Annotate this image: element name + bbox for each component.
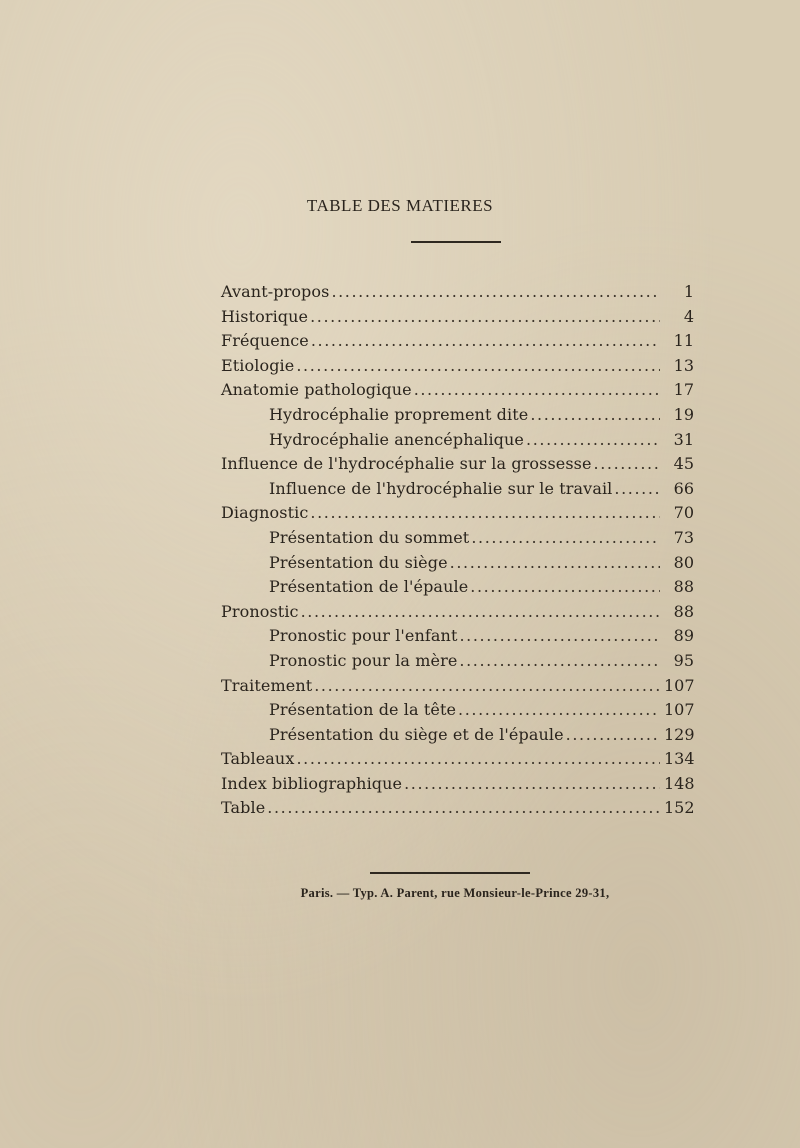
toc-entry-page: 88 — [673, 601, 694, 621]
toc-entry — [221, 477, 694, 502]
toc-entry-page: 129 — [664, 724, 695, 744]
table-of-contents — [221, 280, 694, 821]
toc-entry — [221, 649, 694, 674]
toc-entry — [221, 624, 694, 649]
toc-dot-leader — [414, 378, 660, 403]
toc-entry-label: Traitement — [221, 675, 313, 695]
toc-dot-leader — [594, 452, 660, 477]
toc-entry-label: Table — [221, 798, 266, 818]
toc-dot-leader — [331, 280, 660, 305]
toc-entry-page: 19 — [673, 404, 694, 424]
toc-entry — [221, 747, 694, 772]
toc-entry — [221, 403, 694, 428]
toc-entry-page: 70 — [673, 503, 694, 523]
toc-dot-leader — [314, 674, 660, 699]
toc-entry-label: Influence de l'hydrocéphalie sur le travail — [269, 478, 613, 498]
toc-dot-leader — [459, 649, 660, 674]
toc-dot-leader — [530, 403, 660, 428]
toc-entry — [221, 723, 694, 748]
toc-entry-label: Hydrocéphalie proprement dite — [269, 404, 529, 424]
toc-entry-label: Historique — [221, 306, 309, 326]
toc-dot-leader — [614, 477, 660, 502]
toc-entry-page: 66 — [673, 478, 694, 498]
toc-dot-leader — [310, 305, 660, 330]
toc-entry-label: Pronostic pour l'enfant — [269, 626, 458, 646]
toc-entry — [221, 772, 694, 797]
toc-entry-label: Anatomie pathologique — [221, 380, 412, 400]
toc-entry-label: Avant-propos — [221, 282, 330, 301]
toc-entry-page: 88 — [673, 577, 694, 597]
toc-entry-page: 4 — [683, 306, 694, 326]
toc-entry-page: 89 — [673, 626, 694, 646]
toc-entry-page: 17 — [673, 380, 694, 400]
toc-dot-leader — [566, 723, 660, 748]
toc-entry — [221, 501, 694, 526]
toc-entry-page: 13 — [673, 355, 694, 375]
toc-dot-leader — [404, 772, 660, 797]
toc-entry-label: Présentation du siège — [269, 552, 448, 572]
toc-dot-leader — [310, 501, 660, 526]
toc-entry — [221, 526, 694, 551]
toc-entry — [221, 428, 694, 453]
toc-entry-label: Index bibliographique — [221, 773, 403, 793]
toc-entry-label: Etiologie — [221, 355, 295, 375]
toc-entry-label: Tableaux — [221, 749, 295, 769]
toc-entry — [221, 354, 694, 379]
toc-dot-leader — [470, 575, 660, 600]
toc-entry-page: 134 — [664, 749, 695, 769]
footer-divider — [370, 872, 530, 874]
toc-entry-page: 45 — [673, 454, 694, 474]
toc-entry-label: Fréquence — [221, 331, 309, 351]
toc-dot-leader — [526, 428, 660, 453]
toc-entry-label: Présentation de l'épaule — [269, 577, 469, 597]
toc-entry-label: Influence de l'hydrocéphalie sur la grossesse — [221, 454, 592, 474]
toc-entry-label: Présentation de la tête — [269, 700, 457, 720]
toc-dot-leader — [267, 796, 660, 821]
toc-entry-page: 148 — [664, 773, 695, 793]
toc-entry-label: Pronostic — [221, 601, 299, 621]
toc-dot-leader — [311, 329, 660, 354]
toc-entry-label: Diagnostic — [221, 503, 309, 523]
toc-entry — [221, 280, 694, 305]
printer-colophon: Paris. — Typ. A. Parent, rue Monsieur-le-Prince 29-31, — [300, 886, 610, 900]
toc-entry-page: 31 — [673, 429, 694, 449]
toc-entry-page: 95 — [673, 650, 694, 670]
page-title: TABLE DES MATIERES — [306, 196, 494, 215]
title-divider — [411, 241, 501, 243]
toc-entry-page: 11 — [673, 331, 694, 351]
toc-entry-page: 73 — [673, 527, 694, 547]
toc-entry — [221, 600, 694, 625]
toc-dot-leader — [296, 747, 660, 772]
toc-entry-page: 107 — [664, 675, 695, 695]
toc-dot-leader — [460, 624, 661, 649]
toc-entry-page: 80 — [673, 552, 694, 572]
toc-dot-leader — [471, 526, 660, 551]
toc-entry-label: Présentation du sommet — [269, 527, 470, 547]
toc-entry-label: Hydrocéphalie anencéphalique — [269, 429, 525, 449]
toc-dot-leader — [301, 600, 660, 625]
toc-dot-leader — [296, 354, 660, 379]
toc-entry-page: 152 — [664, 798, 695, 818]
toc-dot-leader — [450, 551, 660, 576]
toc-entry — [221, 305, 694, 330]
toc-entry — [221, 378, 694, 403]
toc-entry — [221, 674, 694, 699]
toc-entry — [221, 452, 694, 477]
toc-entry — [221, 575, 694, 600]
toc-entry — [221, 329, 694, 354]
toc-entry — [221, 796, 694, 821]
toc-entry-label: Présentation du siège et de l'épaule — [269, 724, 564, 744]
toc-entry — [221, 551, 694, 576]
toc-entry-page: 1 — [683, 282, 694, 301]
toc-entry — [221, 698, 694, 723]
toc-entry-label: Pronostic pour la mère — [269, 650, 458, 670]
toc-dot-leader — [458, 698, 660, 723]
toc-entry-page: 107 — [664, 700, 695, 720]
